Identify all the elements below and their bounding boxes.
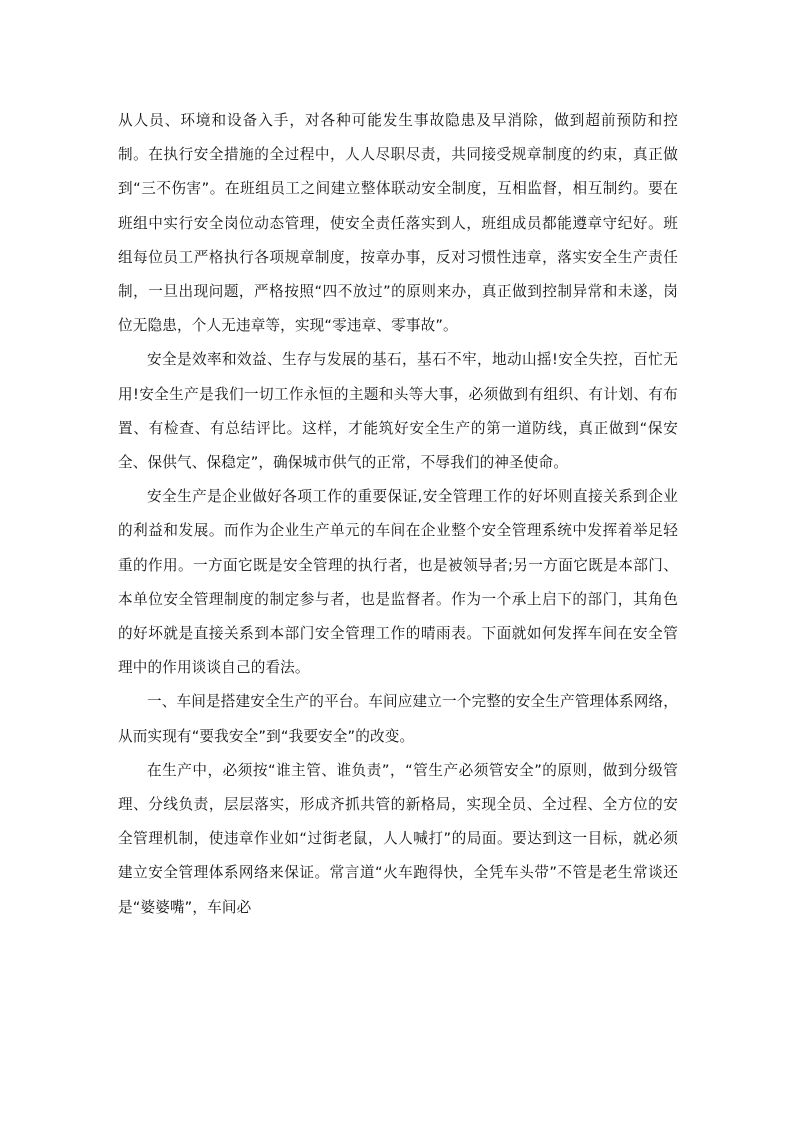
paragraph-continuation: 从人员、环境和设备入手，对各种可能发生事故隐患及早消除，做到超前预防和控制。在执行安全措施的全过程中，人人尽职尽责，共同接受规章制度的约束，真正做到“三不伤害”。在班组员工之间建立整体联动安全制度，互相监督，相互制约。要在班组中实行安全岗位动态管理，使安全责任落实到人，班组成员都能遵章守纪好。班组每位员工严格执行各项规章制度，按章办事，反对习惯性违章，落实安全生产责任制，一旦出现问题，严格按照“四不放过”的原则来办，真正做到控制异常和未遂，岗位无隐患，个人无违章等，实现“零违章、零事故”。	[118, 112, 678, 335]
paragraph-workshop-role: 安全生产是企业做好各项工作的重要保证,安全管理工作的好坏则直接关系到企业的利益和发展。而作为企业生产单元的车间在企业整个安全管理系统中发挥着举足轻重的作用。一方面它既是安全管理的执行者，也是被领导者;另一方面它既是本部门、本单位安全管理制度的制定参与者，也是监督者。作为一个承上启下的部门，其角色的好坏就是直接关系到本部门安全管理工作的晴雨表。下面就如何发挥车间在安全管理中的作用谈谈自己的看法。	[118, 488, 678, 677]
paragraph-responsibility-system: 在生产中，必须按“谁主管、谁负责”，“管生产必须管安全”的原则，做到分级管理、分线负责，层层落实，形成齐抓共管的新格局，实现全员、全过程、全方位的安全管理机制，使违章作业如“过街老鼠，人人喊打”的局面。要达到这一目标，就必须建立安全管理体系网络来保证。常言道“火车跑得快，全凭车头带”不管是老生常谈还是“婆婆嘴”，车间必	[118, 761, 678, 916]
document-body	[118, 104, 678, 925]
paragraph-safety-foundation: 安全是效率和效益、生存与发展的基石，基石不牢，地动山摇!安全失控，百忙无用!安全生产是我们一切工作永恒的主题和头等大事，必须做到有组织、有计划、有布置、有检查、有总结评比。这样，才能筑好安全生产的第一道防线，真正做到“保安全、保供气、保稳定”，确保城市供气的正常，不辱我们的神圣使命。	[118, 351, 678, 472]
paragraph-section-one-heading: 一、车间是搭建安全生产的平台。车间应建立一个完整的安全生产管理体系网络，从而实现有“要我安全”到“我要安全”的改变。	[118, 693, 678, 745]
